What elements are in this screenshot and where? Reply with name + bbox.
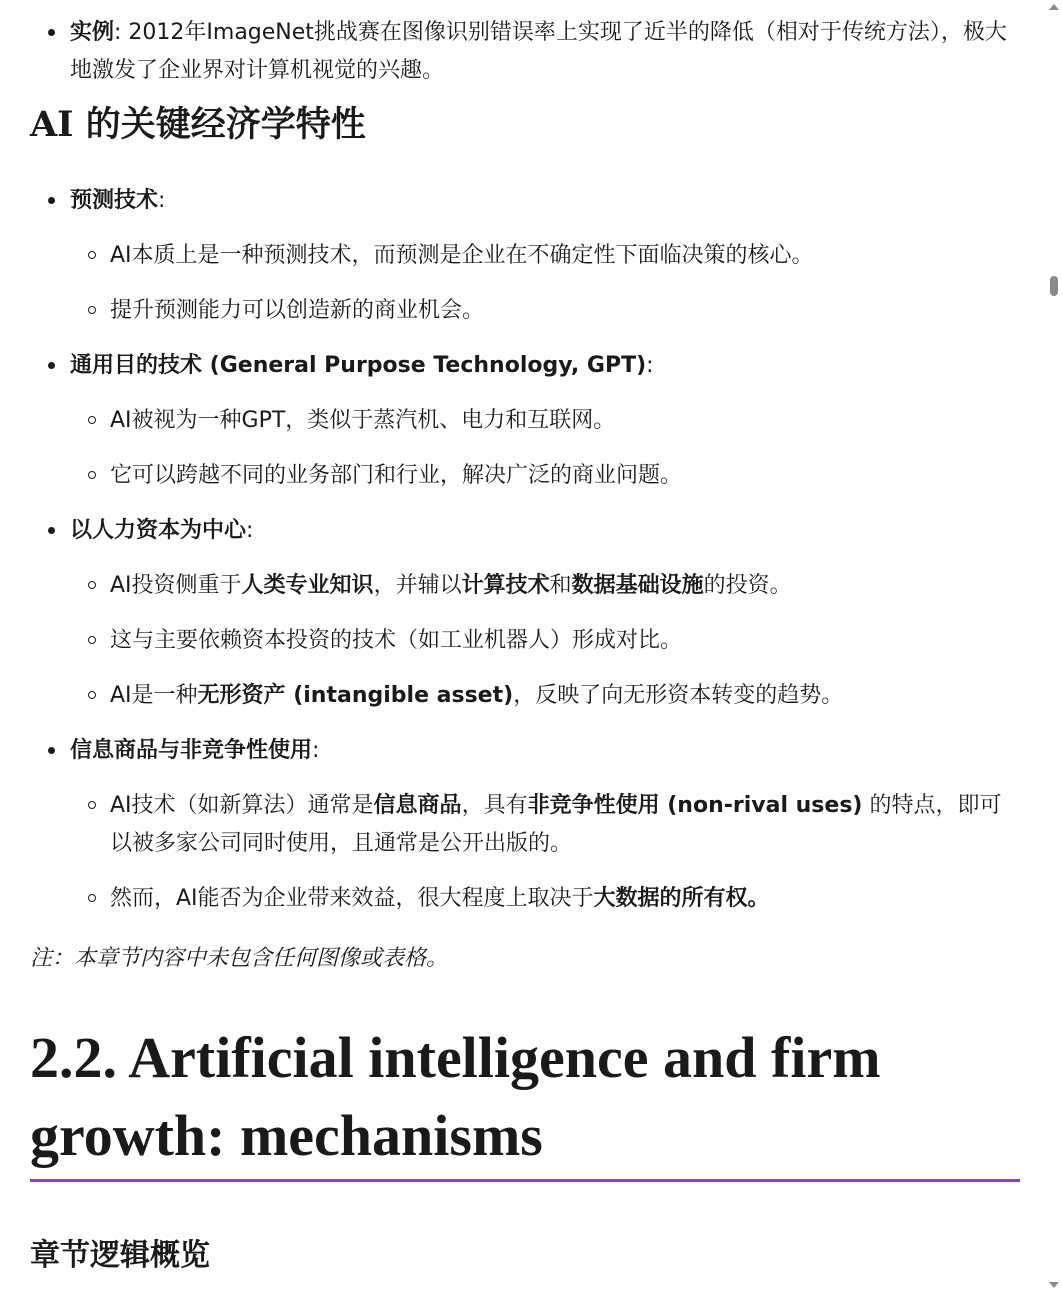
next-section-heading: 章节逻辑概览 xyxy=(30,1238,210,1273)
scroll-down-arrow-icon[interactable] xyxy=(1049,1282,1059,1288)
list-item: 然而，AI能否为企业带来效益，很大程度上取决于大数据的所有权。 xyxy=(70,880,1020,918)
scroll-up-arrow-icon[interactable] xyxy=(1049,4,1059,10)
list-item: AI投资侧重于人类专业知识，并辅以计算技术和数据基础设施的投资。 xyxy=(70,567,1020,605)
example-text: 2012年ImageNet挑战赛在图像识别错误率上实现了近半的降低（相对于传统方法），极大地激发了企业界对计算机视觉的兴趣。 xyxy=(70,20,1007,83)
list-item: AI被视为一种GPT，类似于蒸汽机、电力和互联网。 xyxy=(70,402,1020,440)
section-heading: AI 的关键经济学特性 xyxy=(30,104,366,145)
vertical-scrollbar[interactable] xyxy=(1046,0,1062,1292)
list-item: 这与主要依赖资本投资的技术（如工业机器人）形成对比。 xyxy=(70,622,1020,660)
sublist xyxy=(70,402,1020,495)
feature-info-goods: 信息商品与非竞争性使用: AI技术（如新算法）通常是信息商品，具有非竞争性使用 (non-rival uses) 的特点，即可以被多家公司同时使用，且通常是公开出版的。 然而，AI能否为企业带来效益，很大程度上取决于大数据的所有权。 xyxy=(30,732,1020,918)
scrollbar-thumb[interactable] xyxy=(1050,276,1058,296)
sublist xyxy=(70,787,1020,918)
list-item: AI本质上是一种预测技术，而预测是企业在不确定性下面临决策的核心。 xyxy=(70,237,1020,275)
feature-gpt: 通用目的技术 (General Purpose Technology, GPT): AI被视为一种GPT，类似于蒸汽机、电力和互联网。 它可以跨越不同的业务部门和行业，解决广泛的商业问题。 xyxy=(30,347,1020,495)
chapter-note: 注：本章节内容中未包含任何图像或表格。 xyxy=(30,946,449,971)
sublist xyxy=(70,237,1020,330)
list-item: AI是一种无形资产 (intangible asset)，反映了向无形资本转变的趋势。 xyxy=(70,677,1020,715)
feature-prediction: 预测技术: AI本质上是一种预测技术，而预测是企业在不确定性下面临决策的核心。 提升预测能力可以创造新的商业机会。 xyxy=(30,182,1020,330)
sublist xyxy=(70,567,1020,715)
features-list xyxy=(30,182,1020,918)
intro-list xyxy=(30,14,1020,90)
list-item: 实例: 2012年ImageNet挑战赛在图像识别错误率上实现了近半的降低（相对于传统方法），极大地激发了企业界对计算机视觉的兴趣。 xyxy=(30,14,1020,90)
example-label: 实例 xyxy=(70,20,115,45)
feature-human-capital: 以人力资本为中心: AI投资侧重于人类专业知识，并辅以计算技术和数据基础设施的投资。 这与主要依赖资本投资的技术（如工业机器人）形成对比。 AI是一种无形资产 (intangible asset)，反映了向无形资本转变的趋势。 xyxy=(30,512,1020,715)
document-content xyxy=(30,14,1020,1276)
list-item: AI技术（如新算法）通常是信息商品，具有非竞争性使用 (non-rival uses) 的特点，即可以被多家公司同时使用，且通常是公开出版的。 xyxy=(70,787,1020,863)
chapter-heading: 2.2. Artificial intelligence and firm growth: mechanisms xyxy=(30,1019,1020,1182)
list-item: 它可以跨越不同的业务部门和行业，解决广泛的商业问题。 xyxy=(70,457,1020,495)
list-item: 提升预测能力可以创造新的商业机会。 xyxy=(70,292,1020,330)
